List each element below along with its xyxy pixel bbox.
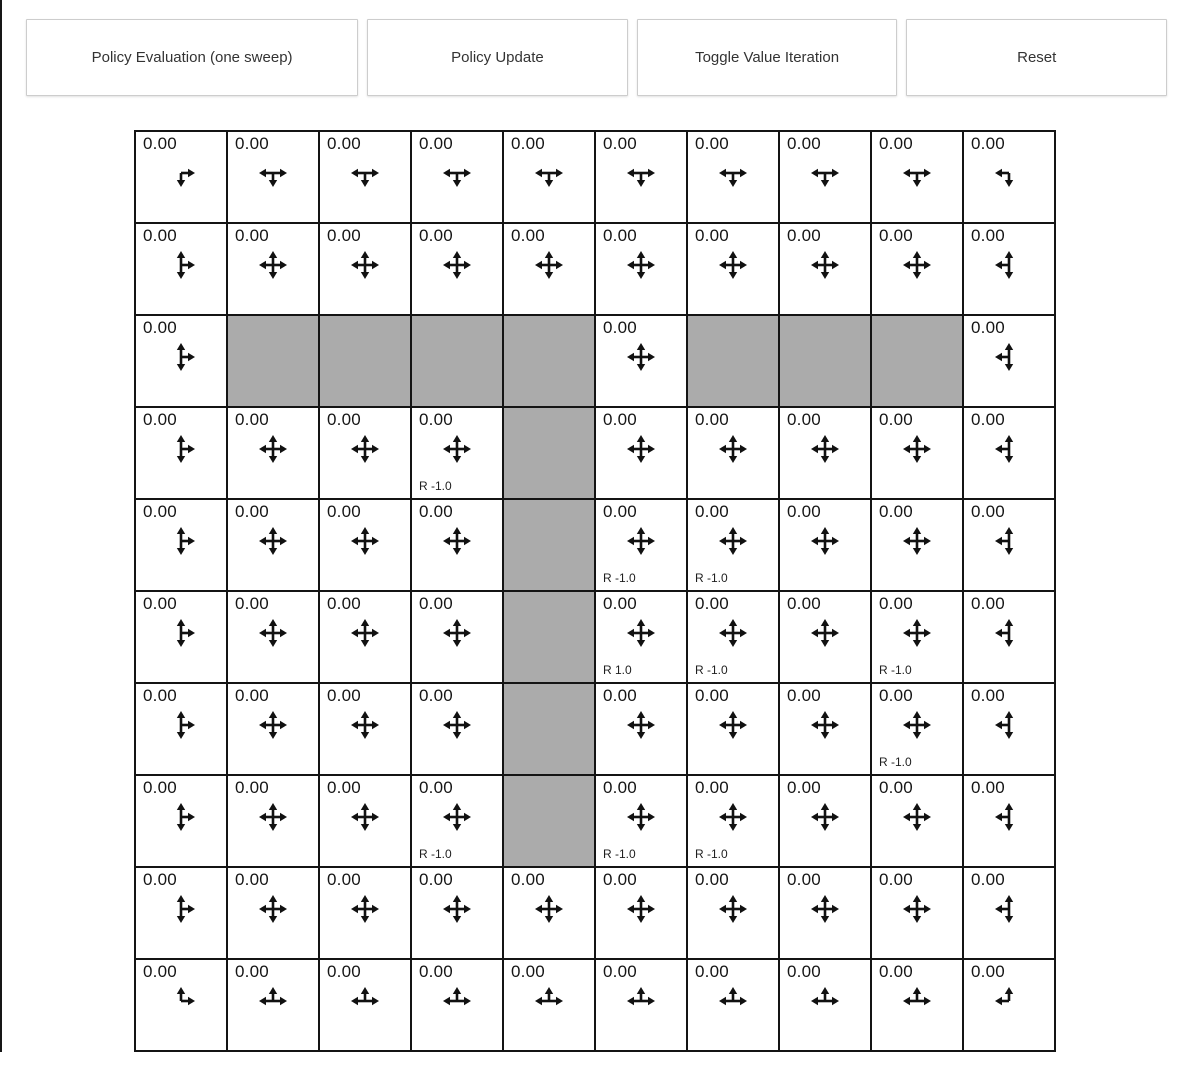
reward-label: R -1.0	[695, 847, 728, 861]
policy-arrow-up-down-left-right-icon	[780, 430, 870, 468]
grid-cell[interactable]	[411, 591, 503, 683]
grid-cell[interactable]	[319, 407, 411, 499]
cell-value: 0.00	[787, 134, 821, 153]
toolbar	[26, 19, 1167, 96]
grid-cell[interactable]	[871, 131, 963, 223]
grid-cell[interactable]	[779, 407, 871, 499]
policy-arrow-left-down-right-icon	[320, 154, 410, 192]
policy-arrow-up-down-left-right-icon	[780, 246, 870, 284]
cell-value: 0.00	[603, 778, 637, 797]
cell-value: 0.00	[695, 410, 729, 429]
policy-arrow-left-down-icon	[964, 154, 1054, 192]
policy-arrow-up-down-left-icon	[964, 246, 1054, 284]
policy-arrow-up-left-right-icon	[320, 982, 410, 1020]
grid-cell[interactable]	[411, 499, 503, 591]
policy-arrow-up-down-left-right-icon	[596, 614, 686, 652]
cell-value: 0.00	[143, 502, 177, 521]
policy-arrow-left-down-right-icon	[504, 154, 594, 192]
grid-cell[interactable]	[871, 683, 963, 775]
policy-arrow-up-down-right-icon	[136, 338, 226, 376]
cell-value: 0.00	[143, 686, 177, 705]
grid-cell[interactable]	[135, 683, 227, 775]
cell-value: 0.00	[327, 962, 361, 981]
cell-value: 0.00	[419, 962, 453, 981]
cell-value: 0.00	[879, 134, 913, 153]
policy-arrow-up-down-left-icon	[964, 614, 1054, 652]
cell-value: 0.00	[419, 686, 453, 705]
grid-cell[interactable]	[963, 959, 1055, 1051]
cell-value: 0.00	[327, 410, 361, 429]
cell-value: 0.00	[787, 594, 821, 613]
cell-value: 0.00	[603, 502, 637, 521]
policy-arrow-up-left-right-icon	[228, 982, 318, 1020]
policy-arrow-up-down-left-right-icon	[320, 890, 410, 928]
reward-label: R -1.0	[695, 571, 728, 585]
wall-cell[interactable]	[503, 315, 595, 407]
cell-value: 0.00	[603, 594, 637, 613]
policy-arrow-up-down-left-right-icon	[412, 246, 502, 284]
cell-value: 0.00	[971, 870, 1005, 889]
policy-arrow-up-down-left-right-icon	[412, 890, 502, 928]
grid-cell[interactable]	[779, 775, 871, 867]
grid-cell[interactable]	[135, 959, 227, 1051]
cell-value: 0.00	[327, 778, 361, 797]
grid-cell[interactable]	[319, 959, 411, 1051]
cell-value: 0.00	[419, 502, 453, 521]
policy-arrow-up-left-right-icon	[872, 982, 962, 1020]
policy-arrow-down-right-icon	[136, 154, 226, 192]
cell-value: 0.00	[327, 686, 361, 705]
cell-value: 0.00	[511, 870, 545, 889]
cell-value: 0.00	[511, 962, 545, 981]
policy-arrow-up-down-left-icon	[964, 890, 1054, 928]
policy-arrow-up-down-left-right-icon	[412, 614, 502, 652]
cell-value: 0.00	[235, 778, 269, 797]
grid-cell[interactable]	[963, 223, 1055, 315]
policy-arrow-up-left-right-icon	[412, 982, 502, 1020]
policy-arrow-up-down-left-icon	[964, 706, 1054, 744]
grid-cell[interactable]	[963, 315, 1055, 407]
policy-arrow-up-down-right-icon	[136, 798, 226, 836]
cell-value: 0.00	[143, 870, 177, 889]
wall-cell[interactable]	[503, 683, 595, 775]
grid-cell[interactable]	[871, 407, 963, 499]
grid-cell[interactable]	[963, 131, 1055, 223]
policy-arrow-left-down-right-icon	[596, 154, 686, 192]
grid-cell[interactable]	[227, 591, 319, 683]
grid-cell[interactable]	[871, 499, 963, 591]
grid-cell[interactable]	[963, 407, 1055, 499]
policy-arrow-up-down-left-right-icon	[228, 614, 318, 652]
cell-value: 0.00	[511, 134, 545, 153]
cell-value: 0.00	[879, 226, 913, 245]
grid-cell[interactable]	[595, 775, 687, 867]
policy-arrow-up-right-icon	[136, 982, 226, 1020]
grid-cell[interactable]	[963, 591, 1055, 683]
policy-arrow-up-down-left-right-icon	[596, 706, 686, 744]
policy-arrow-up-down-left-icon	[964, 798, 1054, 836]
cell-value: 0.00	[787, 870, 821, 889]
policy-arrow-left-down-right-icon	[688, 154, 778, 192]
cell-value: 0.00	[695, 134, 729, 153]
policy-arrow-up-down-left-right-icon	[228, 246, 318, 284]
cell-value: 0.00	[327, 870, 361, 889]
grid-cell[interactable]	[411, 407, 503, 499]
grid-cell[interactable]	[595, 223, 687, 315]
cell-value: 0.00	[695, 778, 729, 797]
reset-button[interactable]: Reset	[906, 19, 1167, 96]
cell-value: 0.00	[327, 502, 361, 521]
policy-arrow-up-down-right-icon	[136, 430, 226, 468]
cell-value: 0.00	[603, 318, 637, 337]
grid-cell[interactable]	[227, 683, 319, 775]
policy-arrow-up-down-left-right-icon	[504, 246, 594, 284]
cell-value: 0.00	[971, 134, 1005, 153]
grid-cell[interactable]	[595, 867, 687, 959]
cell-value: 0.00	[235, 870, 269, 889]
wall-cell[interactable]	[503, 775, 595, 867]
grid-cell[interactable]	[319, 499, 411, 591]
policy-arrow-up-down-right-icon	[136, 522, 226, 560]
grid-cell[interactable]	[963, 867, 1055, 959]
cell-value: 0.00	[603, 686, 637, 705]
policy-arrow-up-down-left-right-icon	[320, 430, 410, 468]
reward-label: R -1.0	[603, 847, 636, 861]
cell-value: 0.00	[971, 594, 1005, 613]
wall-cell[interactable]	[227, 315, 319, 407]
cell-value: 0.00	[787, 962, 821, 981]
wall-cell[interactable]	[319, 315, 411, 407]
cell-value: 0.00	[695, 502, 729, 521]
policy-arrow-up-down-left-right-icon	[688, 614, 778, 652]
policy-arrow-up-down-right-icon	[136, 614, 226, 652]
grid-cell[interactable]	[595, 499, 687, 591]
policy-arrow-up-left-icon	[964, 982, 1054, 1020]
cell-value: 0.00	[143, 318, 177, 337]
policy-arrow-up-down-left-right-icon	[596, 338, 686, 376]
policy-arrow-up-down-left-right-icon	[320, 522, 410, 560]
grid-cell[interactable]	[779, 867, 871, 959]
grid-cell[interactable]	[319, 223, 411, 315]
grid-cell[interactable]	[227, 959, 319, 1051]
policy-arrow-up-down-left-right-icon	[688, 430, 778, 468]
cell-value: 0.00	[879, 594, 913, 613]
policy-arrow-up-down-left-right-icon	[596, 522, 686, 560]
cell-value: 0.00	[327, 594, 361, 613]
grid-cell[interactable]	[687, 591, 779, 683]
cell-value: 0.00	[971, 318, 1005, 337]
policy-arrow-up-down-left-right-icon	[412, 706, 502, 744]
grid-cell[interactable]	[503, 223, 595, 315]
grid-cell[interactable]	[227, 775, 319, 867]
grid-cell[interactable]	[687, 867, 779, 959]
cell-value: 0.00	[143, 594, 177, 613]
policy-arrow-up-down-left-right-icon	[780, 706, 870, 744]
policy-arrow-up-down-left-right-icon	[872, 706, 962, 744]
policy-arrow-up-down-left-right-icon	[872, 798, 962, 836]
policy-arrow-up-down-left-right-icon	[688, 522, 778, 560]
policy-evaluation-button[interactable]: Policy Evaluation (one sweep)	[26, 19, 358, 96]
cell-value: 0.00	[787, 226, 821, 245]
grid-cell[interactable]	[135, 867, 227, 959]
reward-label: R -1.0	[419, 479, 452, 493]
cell-value: 0.00	[787, 502, 821, 521]
policy-arrow-left-down-right-icon	[412, 154, 502, 192]
grid-cell[interactable]	[135, 775, 227, 867]
cell-value: 0.00	[419, 410, 453, 429]
policy-arrow-up-down-left-right-icon	[412, 798, 502, 836]
grid-cell[interactable]	[687, 499, 779, 591]
cell-value: 0.00	[695, 962, 729, 981]
grid-cell[interactable]	[503, 867, 595, 959]
policy-arrow-up-down-left-right-icon	[688, 246, 778, 284]
grid-cell[interactable]	[411, 775, 503, 867]
cell-value: 0.00	[971, 962, 1005, 981]
wall-cell[interactable]	[503, 407, 595, 499]
grid-cell[interactable]	[135, 131, 227, 223]
policy-arrow-left-down-right-icon	[228, 154, 318, 192]
grid-cell[interactable]	[871, 223, 963, 315]
cell-value: 0.00	[695, 686, 729, 705]
policy-arrow-up-down-left-right-icon	[320, 246, 410, 284]
policy-arrow-up-down-left-right-icon	[412, 522, 502, 560]
grid-cell[interactable]	[135, 499, 227, 591]
cell-value: 0.00	[695, 594, 729, 613]
policy-arrow-up-down-right-icon	[136, 890, 226, 928]
grid-cell[interactable]	[411, 131, 503, 223]
policy-arrow-up-left-right-icon	[780, 982, 870, 1020]
grid-cell[interactable]	[411, 867, 503, 959]
policy-arrow-up-down-left-right-icon	[780, 614, 870, 652]
grid-cell[interactable]	[871, 591, 963, 683]
policy-arrow-left-down-right-icon	[780, 154, 870, 192]
grid-cell[interactable]	[871, 959, 963, 1051]
grid-cell[interactable]	[595, 683, 687, 775]
policy-arrow-up-down-right-icon	[136, 246, 226, 284]
grid-cell[interactable]	[963, 499, 1055, 591]
reward-label: R -1.0	[695, 663, 728, 677]
reward-label: R -1.0	[603, 571, 636, 585]
policy-arrow-up-down-left-right-icon	[780, 522, 870, 560]
grid-cell[interactable]	[687, 683, 779, 775]
policy-arrow-up-down-left-right-icon	[872, 890, 962, 928]
grid-cell[interactable]	[227, 131, 319, 223]
cell-value: 0.00	[419, 594, 453, 613]
cell-value: 0.00	[235, 226, 269, 245]
cell-value: 0.00	[143, 226, 177, 245]
reward-label: R -1.0	[879, 755, 912, 769]
grid-cell[interactable]	[135, 591, 227, 683]
policy-arrow-left-down-right-icon	[872, 154, 962, 192]
policy-arrow-up-down-left-right-icon	[780, 890, 870, 928]
cell-value: 0.00	[879, 778, 913, 797]
cell-value: 0.00	[235, 686, 269, 705]
grid-cell[interactable]	[871, 867, 963, 959]
policy-arrow-up-down-left-right-icon	[688, 706, 778, 744]
grid-cell[interactable]	[411, 959, 503, 1051]
screen-left-edge-line	[0, 0, 2, 1052]
cell-value: 0.00	[235, 502, 269, 521]
policy-arrow-up-down-left-right-icon	[688, 890, 778, 928]
policy-arrow-up-down-left-right-icon	[412, 430, 502, 468]
wall-cell[interactable]	[503, 499, 595, 591]
policy-arrow-up-down-right-icon	[136, 706, 226, 744]
cell-value: 0.00	[235, 410, 269, 429]
cell-value: 0.00	[419, 778, 453, 797]
policy-arrow-up-down-left-icon	[964, 430, 1054, 468]
grid-cell[interactable]	[595, 407, 687, 499]
grid-cell[interactable]	[135, 407, 227, 499]
policy-arrow-up-down-left-right-icon	[596, 246, 686, 284]
policy-arrow-up-down-left-right-icon	[320, 798, 410, 836]
policy-arrow-up-down-left-right-icon	[228, 798, 318, 836]
policy-arrow-up-down-left-right-icon	[596, 890, 686, 928]
grid-cell[interactable]	[227, 407, 319, 499]
cell-value: 0.00	[235, 594, 269, 613]
policy-arrow-up-down-left-right-icon	[688, 798, 778, 836]
reward-label: R 1.0	[603, 663, 632, 677]
cell-value: 0.00	[143, 962, 177, 981]
grid-cell[interactable]	[779, 591, 871, 683]
cell-value: 0.00	[419, 870, 453, 889]
cell-value: 0.00	[695, 226, 729, 245]
grid-cell[interactable]	[227, 499, 319, 591]
grid-cell[interactable]	[319, 683, 411, 775]
grid-cell[interactable]	[687, 959, 779, 1051]
policy-arrow-up-down-left-right-icon	[872, 614, 962, 652]
grid-cell[interactable]	[595, 591, 687, 683]
cell-value: 0.00	[419, 226, 453, 245]
cell-value: 0.00	[787, 778, 821, 797]
policy-arrow-up-left-right-icon	[596, 982, 686, 1020]
cell-value: 0.00	[603, 870, 637, 889]
policy-arrow-up-down-left-right-icon	[596, 430, 686, 468]
cell-value: 0.00	[971, 686, 1005, 705]
wall-cell[interactable]	[687, 315, 779, 407]
cell-value: 0.00	[419, 134, 453, 153]
reward-label: R -1.0	[419, 847, 452, 861]
cell-value: 0.00	[879, 870, 913, 889]
cell-value: 0.00	[235, 134, 269, 153]
policy-arrow-up-down-left-right-icon	[872, 522, 962, 560]
grid-cell[interactable]	[503, 959, 595, 1051]
cell-value: 0.00	[971, 410, 1005, 429]
wall-cell[interactable]	[779, 315, 871, 407]
policy-arrow-up-down-left-right-icon	[596, 798, 686, 836]
cell-value: 0.00	[603, 134, 637, 153]
policy-arrow-up-down-left-right-icon	[872, 430, 962, 468]
cell-value: 0.00	[971, 226, 1005, 245]
grid-cell[interactable]	[779, 223, 871, 315]
grid-cell[interactable]	[687, 775, 779, 867]
grid-cell[interactable]	[687, 131, 779, 223]
cell-value: 0.00	[511, 226, 545, 245]
policy-arrow-up-down-left-icon	[964, 338, 1054, 376]
grid-cell[interactable]	[411, 223, 503, 315]
gridworld	[134, 130, 1056, 1052]
policy-arrow-up-left-right-icon	[504, 982, 594, 1020]
policy-arrow-up-down-left-right-icon	[504, 890, 594, 928]
cell-value: 0.00	[143, 778, 177, 797]
grid-cell[interactable]	[779, 959, 871, 1051]
grid-cell[interactable]	[319, 775, 411, 867]
wall-cell[interactable]	[871, 315, 963, 407]
grid-cell[interactable]	[227, 867, 319, 959]
cell-value: 0.00	[971, 778, 1005, 797]
cell-value: 0.00	[695, 870, 729, 889]
wall-cell[interactable]	[503, 591, 595, 683]
grid-cell[interactable]	[595, 315, 687, 407]
policy-arrow-up-down-left-right-icon	[320, 614, 410, 652]
cell-value: 0.00	[327, 134, 361, 153]
cell-value: 0.00	[603, 226, 637, 245]
policy-arrow-up-down-left-right-icon	[780, 798, 870, 836]
grid-cell[interactable]	[963, 683, 1055, 775]
cell-value: 0.00	[603, 962, 637, 981]
reward-label: R -1.0	[879, 663, 912, 677]
policy-arrow-up-down-left-icon	[964, 522, 1054, 560]
grid-cell[interactable]	[871, 775, 963, 867]
grid-cell[interactable]	[779, 131, 871, 223]
cell-value: 0.00	[787, 686, 821, 705]
wall-cell[interactable]	[411, 315, 503, 407]
cell-value: 0.00	[879, 962, 913, 981]
cell-value: 0.00	[143, 410, 177, 429]
policy-arrow-up-left-right-icon	[688, 982, 778, 1020]
policy-arrow-up-down-left-right-icon	[228, 522, 318, 560]
grid-cell[interactable]	[779, 683, 871, 775]
cell-value: 0.00	[971, 502, 1005, 521]
policy-arrow-up-down-left-right-icon	[872, 246, 962, 284]
grid-cell[interactable]	[319, 591, 411, 683]
grid-cell[interactable]	[595, 131, 687, 223]
grid-cell[interactable]	[595, 959, 687, 1051]
cell-value: 0.00	[603, 410, 637, 429]
cell-value: 0.00	[879, 686, 913, 705]
policy-update-button[interactable]: Policy Update	[367, 19, 628, 96]
grid-cell[interactable]	[779, 499, 871, 591]
cell-value: 0.00	[235, 962, 269, 981]
grid-cell[interactable]	[687, 223, 779, 315]
grid-cell[interactable]	[411, 683, 503, 775]
cell-value: 0.00	[143, 134, 177, 153]
policy-arrow-up-down-left-right-icon	[228, 890, 318, 928]
policy-arrow-up-down-left-right-icon	[320, 706, 410, 744]
grid-cell[interactable]	[503, 131, 595, 223]
cell-value: 0.00	[879, 502, 913, 521]
cell-value: 0.00	[787, 410, 821, 429]
grid-cell[interactable]	[135, 315, 227, 407]
grid-cell[interactable]	[963, 775, 1055, 867]
policy-arrow-up-down-left-right-icon	[228, 430, 318, 468]
cell-value: 0.00	[879, 410, 913, 429]
policy-arrow-up-down-left-right-icon	[228, 706, 318, 744]
toggle-value-iteration-button[interactable]: Toggle Value Iteration	[637, 19, 898, 96]
grid-cell[interactable]	[319, 131, 411, 223]
grid-cell[interactable]	[319, 867, 411, 959]
grid-cell[interactable]	[687, 407, 779, 499]
grid-cell[interactable]	[227, 223, 319, 315]
cell-value: 0.00	[327, 226, 361, 245]
grid-cell[interactable]	[135, 223, 227, 315]
